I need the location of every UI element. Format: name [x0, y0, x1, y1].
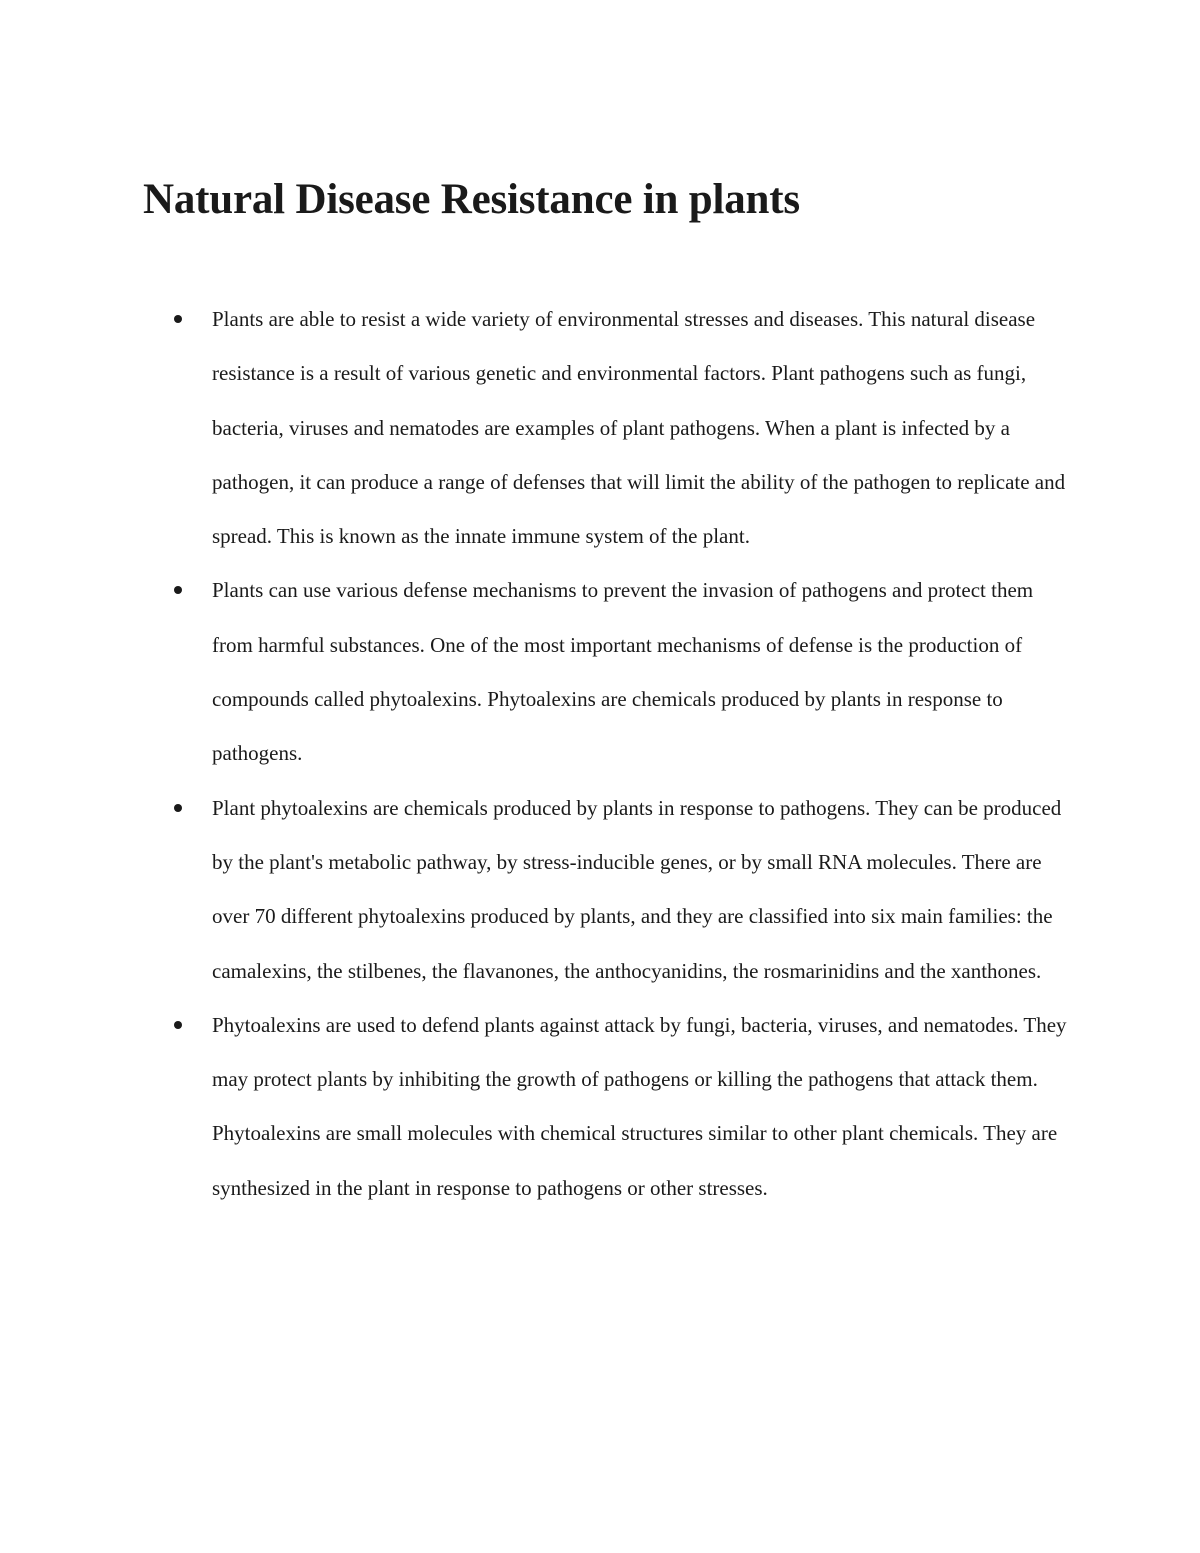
- bullet-item: [0, 292, 1200, 563]
- bullet-list: [0, 292, 1200, 1215]
- bullet-item: [0, 998, 1200, 1215]
- bullet-icon: [174, 804, 182, 812]
- bullet-item: [0, 781, 1200, 998]
- bullet-text: Phytoalexins are used to defend plants against attack by fungi, bacteria, viruses, and nematodes. They may protect plants by inhibiting the growth of pathogens or killing the pathogens that attack them. Phytoalexins are small molecules with chemical structures similar to other plant chemicals. They are synthesized in the plant in response to pathogens or other stresses.: [212, 1012, 1067, 1200]
- bullet-icon: [174, 315, 182, 323]
- bullet-text: Plants can use various defense mechanisms to prevent the invasion of pathogens and protect them from harmful substances. One of the most important mechanisms of defense is the production of compounds called phytoalexins. Phytoalexins are chemicals produced by plants in response to pathogens.: [212, 578, 1034, 766]
- bullet-text: Plant phytoalexins are chemicals produced by plants in response to pathogens. They can be produced by the plant's metabolic pathway, by stress-inducible genes, or by small RNA molecules. There are over 70 different phytoalexins produced by plants, and they are classified into six main families: the camalexins, the stilbenes, the flavanones, the anthocyanidins, the rosmarinidins and the xanthones.: [212, 795, 1062, 983]
- document-title: Natural Disease Resistance in plants: [143, 176, 800, 223]
- bullet-item: [0, 563, 1200, 780]
- bullet-text: Plants are able to resist a wide variety of environmental stresses and diseases. This natural disease resistance is a result of various genetic and environmental factors. Plant pathogens such as fungi, bacteria, viruses and nematodes are examples of plant pathogens. When a plant is infected by a pathogen, it can produce a range of defenses that will limit the ability of the pathogen to replicate and spread. This is known as the innate immune system of the plant.: [212, 307, 1066, 549]
- bullet-icon: [174, 1021, 182, 1029]
- bullet-icon: [174, 586, 182, 594]
